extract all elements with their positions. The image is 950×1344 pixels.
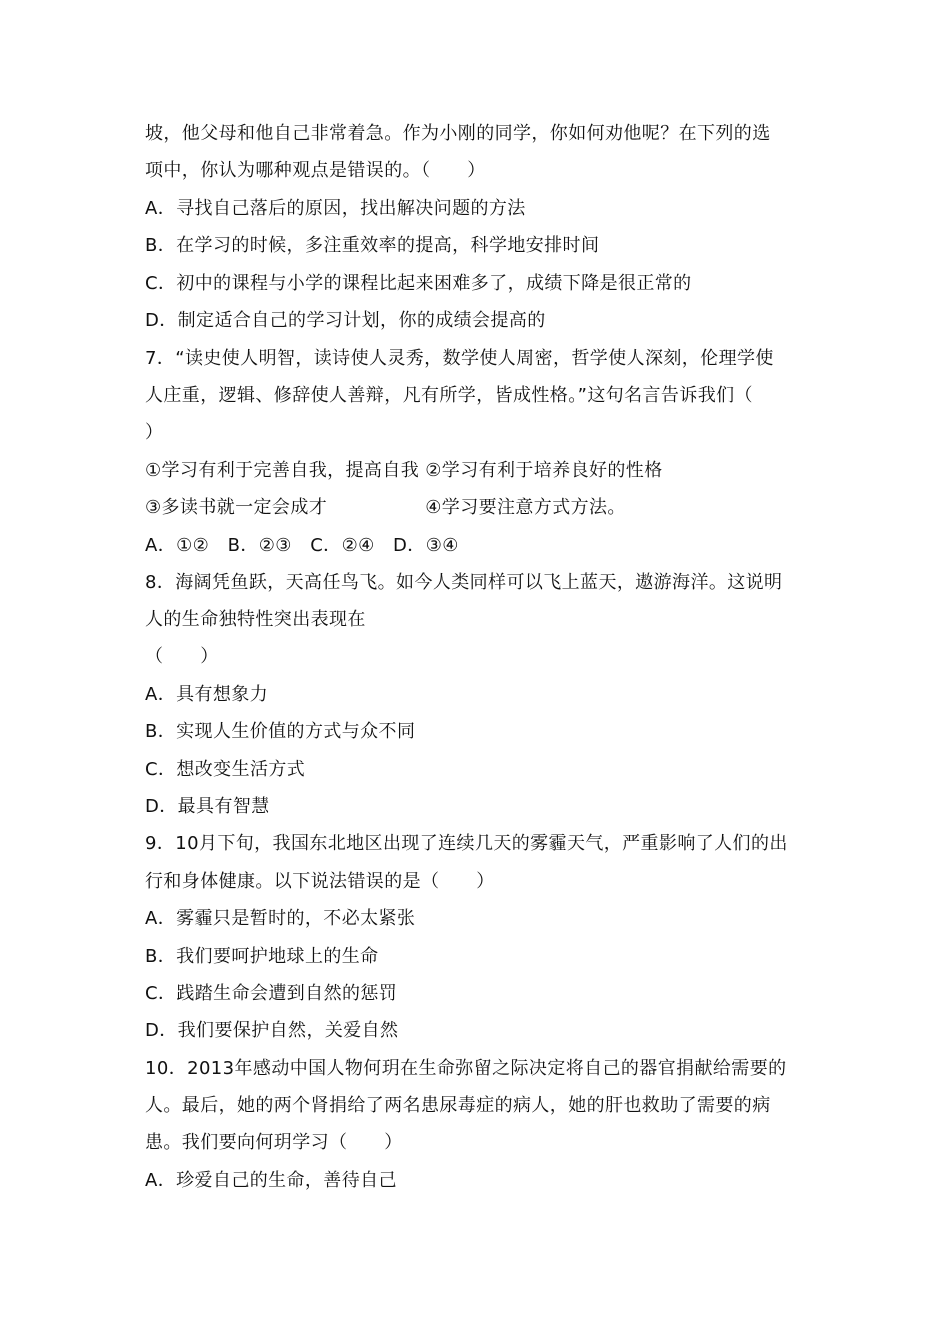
question-8-line: 人的生命独特性突出表现在 xyxy=(145,609,366,630)
question-7-line: 7．“读史使人明智，读诗使人灵秀，数学使人周密，哲学使人深刻，伦理学使 xyxy=(145,348,774,369)
option-line: C．想改变生活方式 xyxy=(145,759,306,780)
option-line: B．实现人生价值的方式与众不同 xyxy=(145,721,416,742)
option-line: D．最具有智慧 xyxy=(145,796,270,817)
question-10-line: 患。我们要向何玥学习（ ） xyxy=(145,1132,403,1153)
statement-line: ③多读书就一定会成才 ④学习要注意方式方法。 xyxy=(145,497,626,518)
option-line: A．寻找自己落后的原因，找出解决问题的方法 xyxy=(145,198,526,219)
question-7-line: ） xyxy=(145,422,164,443)
option-line: A．具有想象力 xyxy=(145,684,269,705)
option-line: D．我们要保护自然，关爱自然 xyxy=(145,1020,399,1041)
question-7-line: 人庄重，逻辑、修辞使人善辩，凡有所学，皆成性格。”这句名言告诉我们（ xyxy=(145,385,753,406)
option-line: C．初中的课程与小学的课程比起来困难多了，成绩下降是很正常的 xyxy=(145,273,692,294)
question-9-line: 行和身体健康。以下说法错误的是（ ） xyxy=(145,871,495,892)
text-line: 项中，你认为哪种观点是错误的。（ ） xyxy=(145,160,486,181)
question-9-line: 9．10月下旬，我国东北地区出现了连续几天的雾霾天气，严重影响了人们的出 xyxy=(145,833,788,854)
question-8-line: 8．海阔凭鱼跃，天高任鸟飞。如今人类同样可以飞上蓝天，遨游海洋。这说明 xyxy=(145,572,783,593)
option-line: A．雾霾只是暂时的，不必太紧张 xyxy=(145,908,416,929)
option-line: A．珍爱自己的生命，善待自己 xyxy=(145,1170,397,1191)
option-line: C．践踏生命会遭到自然的惩罚 xyxy=(145,983,398,1004)
option-line: A．①② B．②③ C．②④ D．③④ xyxy=(145,535,459,556)
statement-line: ①学习有利于完善自我，提高自我 ②学习有利于培养良好的性格 xyxy=(145,460,663,481)
option-line: D．制定适合自己的学习计划，你的成绩会提高的 xyxy=(145,310,546,331)
text-line: 坡，他父母和他自己非常着急。作为小刚的同学，你如何劝他呢？在下列的选 xyxy=(145,123,771,144)
question-10-line: 人。最后，她的两个肾捐给了两名患尿毒症的病人，她的肝也救助了需要的病 xyxy=(145,1095,771,1116)
question-10-line: 10．2013年感动中国人物何玥在生命弥留之际决定将自己的器官捐献给需要的 xyxy=(145,1058,787,1079)
option-line: B．我们要呵护地球上的生命 xyxy=(145,946,379,967)
option-line: B．在学习的时候，多注重效率的提高，科学地安排时间 xyxy=(145,235,600,256)
question-8-line: （ ） xyxy=(145,646,219,667)
